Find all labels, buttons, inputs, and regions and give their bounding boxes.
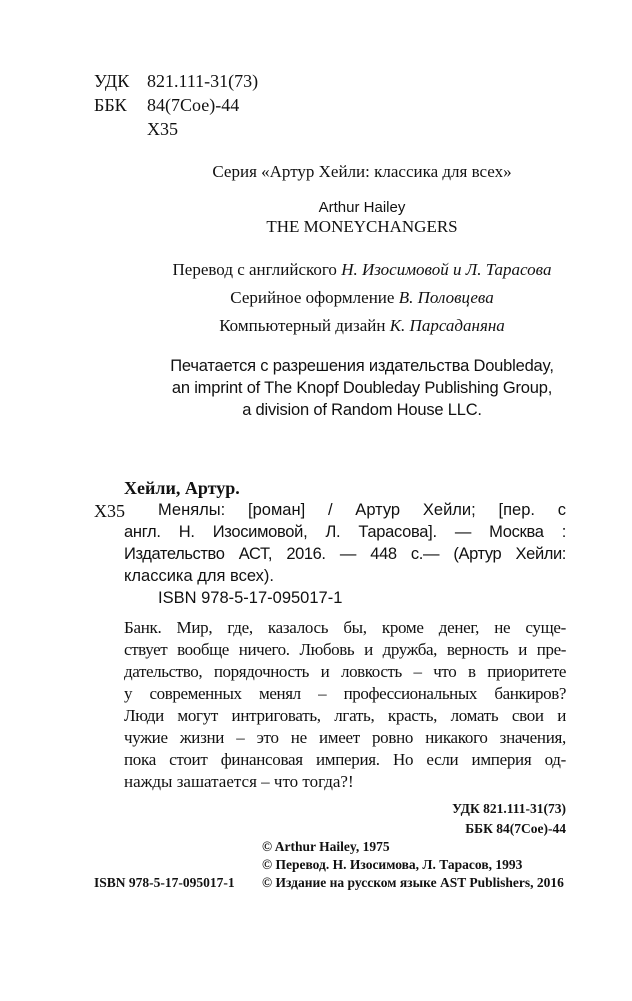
author-mark: Х35 bbox=[147, 119, 178, 139]
catalog-entry-line-3: Издательство АСТ, 2016. — 448 с.— (Артур Хейли: bbox=[124, 545, 566, 563]
series-line: Серия «Артур Хейли: классика для всех» bbox=[212, 162, 512, 181]
annotation-line-3: дательство, порядочность и ловкость – что в приоритете bbox=[124, 662, 566, 681]
copyright-edition: © Издание на русском языке AST Publishers, 2016 bbox=[262, 875, 564, 890]
annotation-line-5: Люди могут интриговать, лгать, красть, ломать свои и bbox=[124, 706, 566, 725]
annotation-line-8: нажды зашатается – что тогда?! bbox=[124, 772, 354, 791]
copyright-isbn: ISBN 978-5-17-095017-1 bbox=[94, 875, 235, 890]
catalog-heading: Хейли, Артур. bbox=[124, 478, 240, 498]
permission-line-3: a division of Random House LLC. bbox=[242, 401, 482, 419]
annotation-line-7: пока стоит финансовая империя. Но если империя од- bbox=[124, 750, 566, 769]
computer-designer-name: К. Парсаданяна bbox=[389, 316, 505, 335]
bbk-value: 84(7Сое)-44 bbox=[147, 95, 240, 115]
translation-label: Перевод с английского bbox=[172, 260, 342, 279]
original-author: Arthur Hailey bbox=[318, 199, 406, 216]
series-designer-name: В. Половцева bbox=[398, 288, 494, 307]
catalog-udk: УДК 821.111-31(73) bbox=[452, 801, 566, 816]
copyright-translation: © Перевод. Н. Изосимова, Л. Тарасов, 1993 bbox=[262, 857, 523, 872]
udk-value: 821.111-31(73) bbox=[147, 71, 259, 91]
annotation-line-6: чужие жизни – это не имеет ровно никакого значения, bbox=[124, 728, 566, 747]
translation-credit bbox=[158, 259, 566, 280]
catalog-isbn: ISBN 978-5-17-095017-1 bbox=[158, 589, 343, 607]
series-design-label: Серийное оформление bbox=[230, 288, 399, 307]
annotation-line-2: ствует вообще ничего. Любовь и дружба, верность и пре- bbox=[124, 640, 566, 659]
catalog-mark: Х35 bbox=[94, 501, 125, 521]
annotation-line-4: у современных менял – профессиональных банкиров? bbox=[124, 684, 566, 703]
catalog-entry-line-2: англ. Н. Изосимовой, Л. Тарасова]. — Москва : bbox=[124, 523, 566, 541]
catalog-entry-line-4: классика для всех). bbox=[124, 567, 275, 585]
copyright-author: © Arthur Hailey, 1975 bbox=[262, 839, 390, 854]
computer-design-credit bbox=[158, 315, 566, 336]
udk-label: УДК bbox=[94, 71, 130, 91]
translator-names: Н. Изосимовой и Л. Тарасова bbox=[341, 260, 552, 279]
original-title: THE MONEYCHANGERS bbox=[266, 217, 458, 236]
permission-line-2: an imprint of The Knopf Doubleday Publishing Group, bbox=[171, 379, 553, 397]
bbk-label: ББК bbox=[94, 95, 127, 115]
catalog-entry-line-1: Менялы: [роман] / Артур Хейли; [пер. с bbox=[158, 501, 566, 519]
series-design-credit bbox=[158, 287, 566, 308]
catalog-bbk: ББК 84(7Сое)-44 bbox=[465, 821, 566, 836]
permission-line-1: Печатается с разрешения издательства Doubleday, bbox=[170, 357, 554, 375]
computer-design-label: Компьютерный дизайн bbox=[219, 316, 390, 335]
annotation-line-1: Банк. Мир, где, казалось бы, кроме денег, не суще- bbox=[124, 618, 566, 637]
